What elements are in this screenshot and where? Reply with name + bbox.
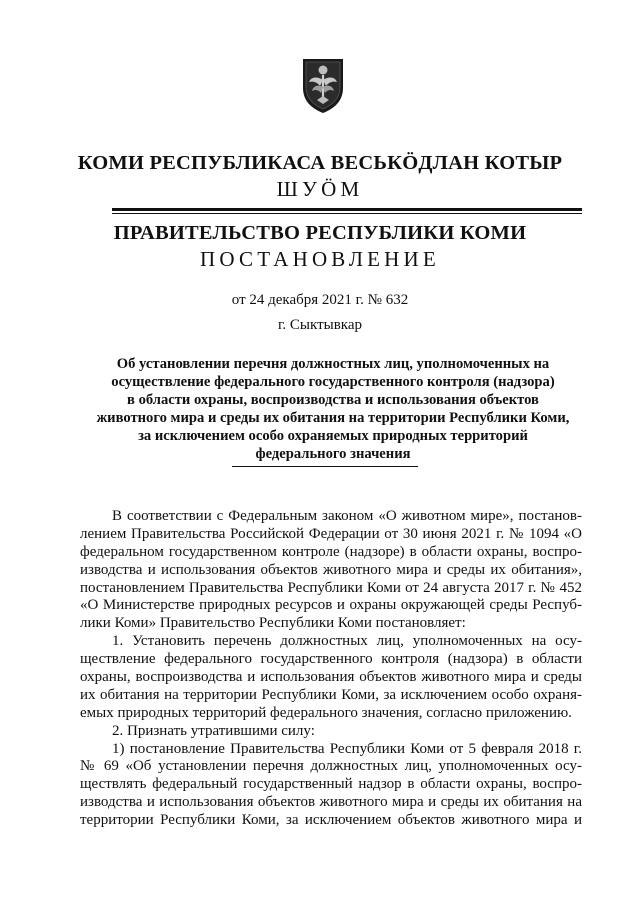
subject-line: федерального значения — [255, 446, 411, 462]
body-line: 1. Установить перечень должностных лиц, уполномоченных на осу- — [112, 633, 582, 650]
body-line: постановлением Правительства Республики Коми от 24 августа 2017 г. № 452 — [80, 579, 582, 596]
komi-document-type: ШУӦМ — [276, 177, 364, 201]
body-line: В соответствии с Федеральным законом «О животном мире», постанов- — [112, 508, 582, 524]
body-line: их обитания на территории Республики Коми, за исключением особо охраня- — [80, 686, 582, 703]
body-line: лением Правительства Российской Федерации от 30 июня 2021 г. № 1094 «О — [80, 525, 582, 542]
komi-coat-of-arms-icon — [300, 56, 346, 114]
subject-line: животного мира и среды их обитания на территории Республики Коми, — [96, 410, 570, 426]
header-rule-thick — [112, 208, 582, 211]
komi-government-title: КОМИ РЕСПУБЛИКАСА ВЕСЬКӦДЛАН КОТЫР — [77, 152, 563, 174]
subject-line: Об установлении перечня должностных лиц, уполномоченных на — [116, 356, 550, 372]
document-place: г. Сыктывкар — [277, 317, 363, 333]
body-line: охраны, воспроизводства и использования объектов животного мира и среды — [80, 669, 582, 686]
document-subject — [88, 355, 578, 463]
header-rule-thin — [112, 213, 582, 214]
body-line: лики Коми» Правительство Республики Коми постановляет: — [80, 615, 466, 632]
subject-line: осуществление федерального государственного контроля (надзора) — [111, 374, 555, 390]
ru-document-type: ПОСТАНОВЛЕНИЕ — [200, 247, 440, 271]
body-line: территории Республики Коми, за исключением объектов животного мира и — [80, 812, 582, 829]
subject-underline — [232, 466, 418, 467]
body-line: изводства и использования объектов животного мира и среды их обитания», — [80, 561, 582, 578]
body-line: ществлять федеральный государственный надзор в области охраны, воспро- — [80, 776, 582, 793]
body-line: федеральном государственном контроле (надзоре) в области охраны, воспро- — [80, 543, 582, 560]
ru-government-title: ПРАВИТЕЛЬСТВО РЕСПУБЛИКИ КОМИ — [113, 222, 527, 244]
body-line: «О Министерстве природных ресурсов и охраны окружающей среды Респуб- — [80, 597, 582, 614]
body-line: изводства и использования объектов животного мира и среды их обитания на — [80, 794, 582, 811]
subject-line: в области охраны, воспроизводства и использования объектов — [127, 392, 539, 408]
document-date-number: от 24 декабря 2021 г. № 632 — [231, 292, 409, 308]
body-line: 2. Признать утратившими силу: — [112, 722, 315, 739]
document-body — [80, 508, 582, 830]
body-line: емых природных территорий федерального значения, согласно приложению. — [80, 704, 572, 721]
body-line: ществление федерального государственного контроля (надзора) в области — [80, 651, 582, 668]
body-line: № 69 «Об установлении перечня должностных лиц, уполномоченных осу- — [80, 758, 582, 775]
subject-line: за исключением особо охраняемых природных территорий — [138, 428, 528, 444]
body-line: 1) постановление Правительства Республики Коми от 5 февраля 2018 г. — [112, 740, 582, 757]
